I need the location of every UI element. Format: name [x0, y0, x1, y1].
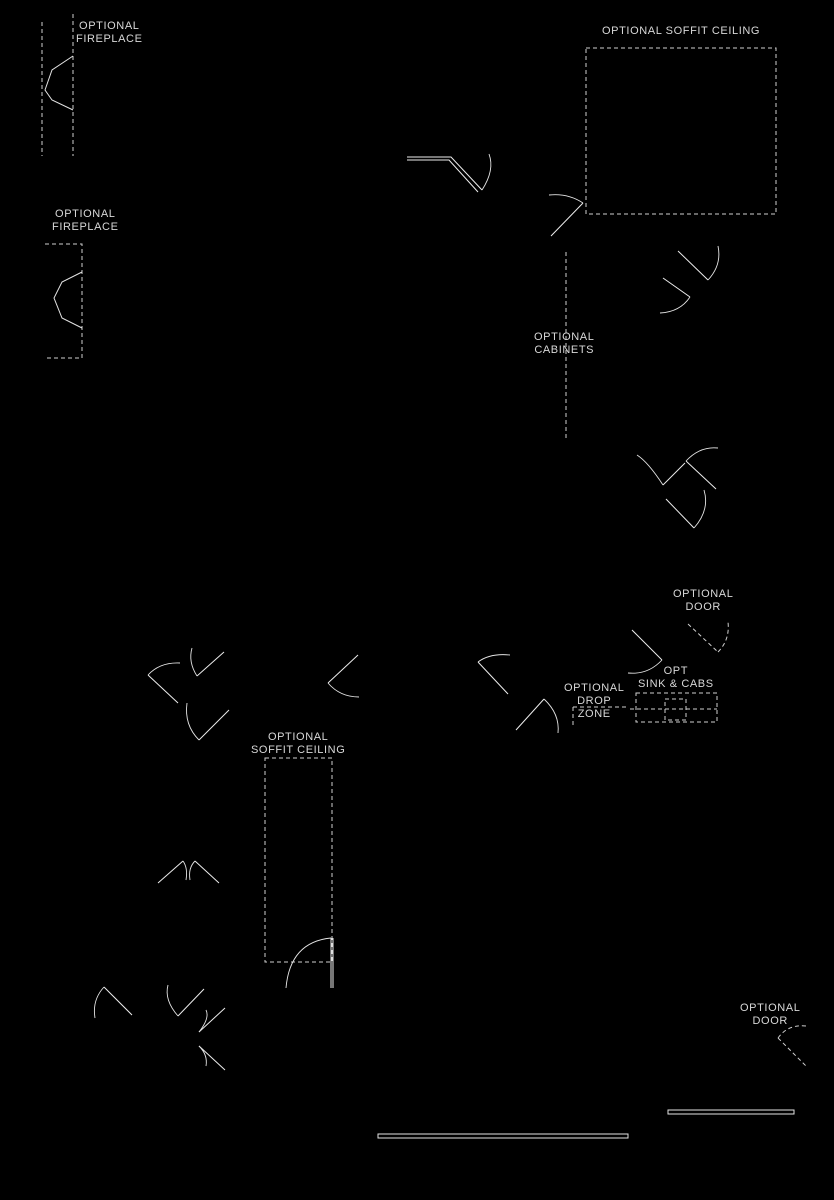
label-line: OPTIONAL [267, 731, 329, 743]
label-line: OPTIONAL [564, 682, 625, 694]
door-swing-3 [678, 246, 719, 280]
label-line: CABINETS [534, 344, 595, 356]
door-swing-18 [94, 987, 132, 1018]
door-swing-16 [158, 861, 187, 883]
label-line: OPTIONAL [79, 20, 140, 32]
label-line: DOOR [685, 601, 721, 613]
optional-soffit-ceiling-lower-outline [265, 758, 332, 962]
label-line: OPTIONAL SOFFIT CEILING [602, 25, 761, 37]
label-optional-cabinets [534, 331, 594, 357]
door-swing-13 [191, 648, 224, 676]
label-line: FIREPLACE [52, 221, 119, 233]
label-line: SINK & CABS [638, 678, 714, 690]
label-optional-fireplace-top [76, 20, 143, 46]
label-line: FIREPLACE [76, 33, 143, 45]
label-line: ZONE [577, 708, 611, 720]
label-line: OPTIONAL [740, 1002, 801, 1014]
door-swing-14 [187, 703, 230, 740]
door-swing-10 [478, 655, 510, 694]
optional-sink-cabs-outline [630, 693, 717, 722]
label-line: OPT [663, 665, 689, 677]
door-swing-5 [637, 455, 685, 485]
optional-fireplace-top-outline [42, 14, 73, 156]
label-line: OPTIONAL [534, 331, 595, 343]
label-optional-soffit-ceiling-lower [251, 731, 345, 757]
door-swing-2 [549, 195, 583, 236]
door-swing-9 [328, 655, 359, 697]
label-opt-sink-cabs [638, 665, 714, 691]
label-line: OPTIONAL [55, 208, 116, 220]
door-swing-1 [407, 154, 491, 192]
label-optional-door-upper [673, 588, 733, 614]
window-bottom-center [378, 1134, 628, 1138]
label-line: SOFFIT CEILING [251, 744, 346, 756]
optional-door-lower-outline [778, 1026, 806, 1066]
door-swing-4 [660, 278, 690, 313]
optional-soffit-ceiling-top-outline [586, 48, 776, 214]
door-swing-7 [666, 490, 706, 528]
door-swing-19 [167, 985, 204, 1016]
optional-fireplace-left-outline [45, 244, 82, 358]
door-swing-21 [199, 1046, 225, 1070]
label-line: DOOR [752, 1015, 788, 1027]
label-line: OPTIONAL [673, 588, 734, 600]
window-bottom-right [668, 1110, 794, 1114]
label-optional-soffit-ceiling-top [602, 25, 760, 38]
door-swing-20 [199, 1008, 225, 1032]
label-optional-fireplace-left [52, 208, 119, 234]
label-optional-door-lower [740, 1002, 800, 1028]
door-swing-6 [686, 448, 718, 489]
label-optional-drop-zone [564, 682, 624, 721]
label-line: DROP [577, 695, 612, 707]
door-swing-15 [286, 938, 333, 988]
door-swing-12 [148, 663, 180, 703]
door-swing-11 [516, 699, 558, 733]
door-swing-17 [190, 861, 219, 883]
optional-door-upper-outline [688, 622, 728, 652]
